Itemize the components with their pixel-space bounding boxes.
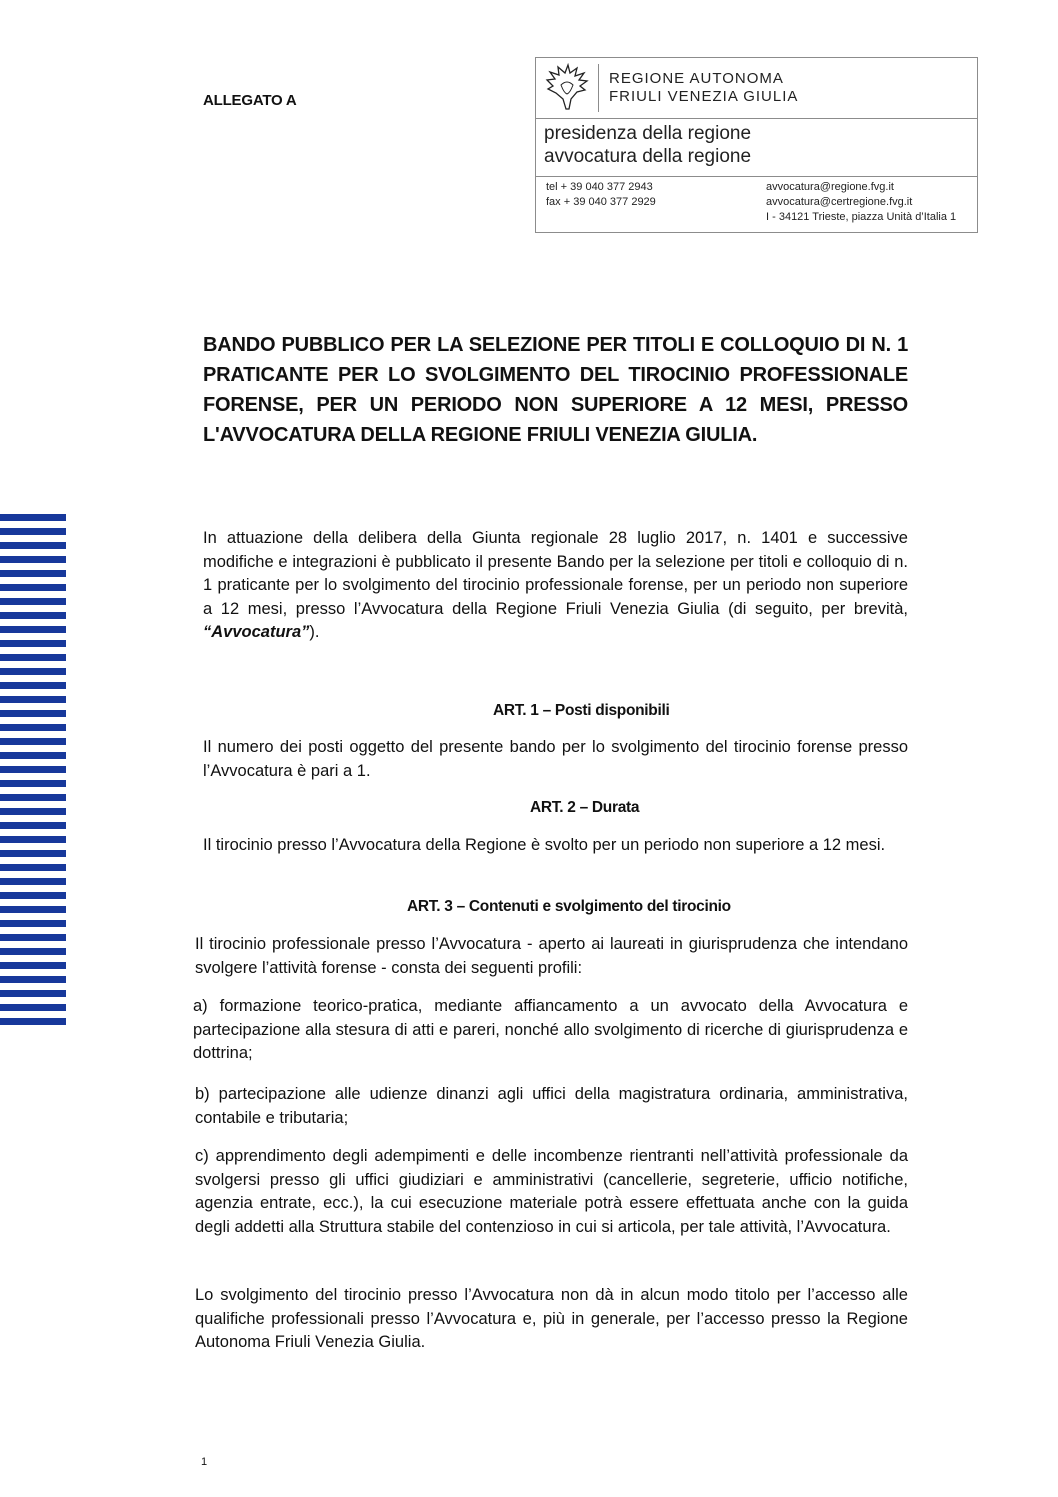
stripe xyxy=(0,906,66,913)
stripe xyxy=(0,710,66,717)
stripe xyxy=(0,738,66,745)
office-line-1: presidenza della regione xyxy=(544,123,752,144)
stripe xyxy=(0,990,66,997)
allegato-label: ALLEGATO A xyxy=(203,92,297,109)
stripe xyxy=(0,598,66,605)
contact-phones xyxy=(546,180,656,210)
stripe xyxy=(0,934,66,941)
stripe xyxy=(0,640,66,647)
region-line-1: REGIONE AUTONOMA xyxy=(609,70,784,87)
stripe xyxy=(0,696,66,703)
list-marker-a: a) xyxy=(193,997,208,1015)
list-text-b: partecipazione alle udienze dinanzi agli uffici della magistratura ordinaria, amministrativa, contabile e tributaria; xyxy=(195,1085,908,1127)
stripe xyxy=(0,822,66,829)
stripe xyxy=(0,668,66,675)
art1-heading: ART. 1 – Posti disponibili xyxy=(493,702,670,719)
contact-addresses xyxy=(766,180,956,225)
office-line-2: avvocatura della regione xyxy=(544,146,752,167)
stripe xyxy=(0,836,66,843)
stripe xyxy=(0,864,66,871)
page-number: 1 xyxy=(201,1456,208,1468)
postal-address: I - 34121 Trieste, piazza Unità d’Italia 1 xyxy=(766,211,957,223)
letterhead-region-row xyxy=(536,58,977,119)
eagle-logo-icon xyxy=(544,63,590,111)
region-line-2: FRIULI VENEZIA GIULIA xyxy=(609,88,799,105)
intro-paragraph xyxy=(203,527,908,645)
stripe xyxy=(0,584,66,591)
office-name xyxy=(544,122,751,168)
stripe xyxy=(0,948,66,955)
stripe xyxy=(0,612,66,619)
intro-text: In attuazione della delibera della Giunta regionale 28 luglio 2017, n. 1401 e successive modifiche e integrazioni è pubblicato il presente Bando per la selezione per titoli e colloquio di n. 1 praticante per lo svolgimento del tirocinio professionale forense, per un periodo non superiore a 12 mesi, presso l’Avvocatura della Regione Friuli Venezia Giulia (di seguito, per brevità, xyxy=(203,529,908,618)
art2-heading: ART. 2 – Durata xyxy=(530,799,640,816)
stripe xyxy=(0,920,66,927)
email-address: avvocatura@regione.fvg.it xyxy=(766,181,894,193)
list-text-a: formazione teorico-pratica, mediante affiancamento a un avvocato della Avvocatura e partecipazione alla stesura di atti e pareri, nonché allo svolgimento di ricerche di giurisprudenza e dottrina; xyxy=(193,997,908,1062)
logo-divider xyxy=(598,64,599,112)
letterhead-box xyxy=(535,57,978,233)
stripe xyxy=(0,976,66,983)
intro-emphasis: “Avvocatura” xyxy=(203,623,310,641)
document-title: BANDO PUBBLICO PER LA SELEZIONE PER TITOLI E COLLOQUIO DI N. 1 PRATICANTE PER LO SVOLGIMENTO DEL TIROCINIO PROFESSIONALE FORENSE, PER UN PERIODO NON SUPERIORE A 12 MESI, PRESSO L'AVVOCATURA DELLA REGIONE FRIULI VENEZIA GIULIA. xyxy=(203,334,908,446)
stripe xyxy=(0,514,66,521)
stripe xyxy=(0,808,66,815)
stripe xyxy=(0,570,66,577)
art1-text: Il numero dei posti oggetto del presente bando per lo svolgimento del tirocinio forense presso l’Avvocatura è pari a 1. xyxy=(203,738,908,780)
stripe xyxy=(0,780,66,787)
stripe xyxy=(0,724,66,731)
region-name xyxy=(609,70,798,106)
list-marker-c: c) xyxy=(195,1147,209,1165)
letterhead-contact-row xyxy=(536,176,977,233)
stripe xyxy=(0,794,66,801)
stripe xyxy=(0,892,66,899)
stripe xyxy=(0,542,66,549)
phone-number: tel + 39 040 377 2943 xyxy=(546,181,653,193)
stripe xyxy=(0,1018,66,1025)
stripe xyxy=(0,850,66,857)
stripe xyxy=(0,766,66,773)
decorative-stripes xyxy=(0,514,66,1032)
stripe xyxy=(0,528,66,535)
art3-heading: ART. 3 – Contenuti e svolgimento del tirocinio xyxy=(407,898,731,915)
fax-number: fax + 39 040 377 2929 xyxy=(546,196,656,208)
list-item-a xyxy=(193,995,908,1066)
stripe xyxy=(0,556,66,563)
list-item-c xyxy=(195,1145,908,1239)
list-item-b xyxy=(195,1083,908,1130)
stripe xyxy=(0,1004,66,1011)
pec-address: avvocatura@certregione.fvg.it xyxy=(766,196,913,208)
art3-closing: Lo svolgimento del tirocinio presso l’Avvocatura non dà in alcun modo titolo per l’accesso alle qualifiche professionali presso l’Avvocatura e, più in generale, per l’accesso presso la Regione Autonoma Friuli Venezia Giulia. xyxy=(195,1286,908,1351)
art3-text: Il tirocinio professionale presso l’Avvocatura - aperto ai laureati in giurisprudenza che intendano svolgere l’attività forense - consta dei seguenti profili: xyxy=(195,935,908,977)
stripe xyxy=(0,626,66,633)
stripe xyxy=(0,962,66,969)
list-text-c: apprendimento degli adempimenti e delle incombenze rientranti nell’attività professionale da svolgersi presso gli uffici giudiziari e amministrativi (cancellerie, segreterie, ufficio notifiche, agenzia entrate, ecc.), la cui esecuzione materiale potrà essere effettuata anche con la guida degli addetti alla Struttura stabile del contenzioso in cui si articola, per tale attività, l’Avvocatura. xyxy=(195,1147,908,1236)
stripe xyxy=(0,752,66,759)
letterhead-office-row xyxy=(536,118,977,177)
stripe xyxy=(0,682,66,689)
stripe xyxy=(0,654,66,661)
list-marker-b: b) xyxy=(195,1085,210,1103)
intro-end: ). xyxy=(309,623,320,641)
art2-text: Il tirocinio presso l’Avvocatura della Regione è svolto per un periodo non superiore a 12 mesi. xyxy=(203,836,886,854)
stripe xyxy=(0,878,66,885)
